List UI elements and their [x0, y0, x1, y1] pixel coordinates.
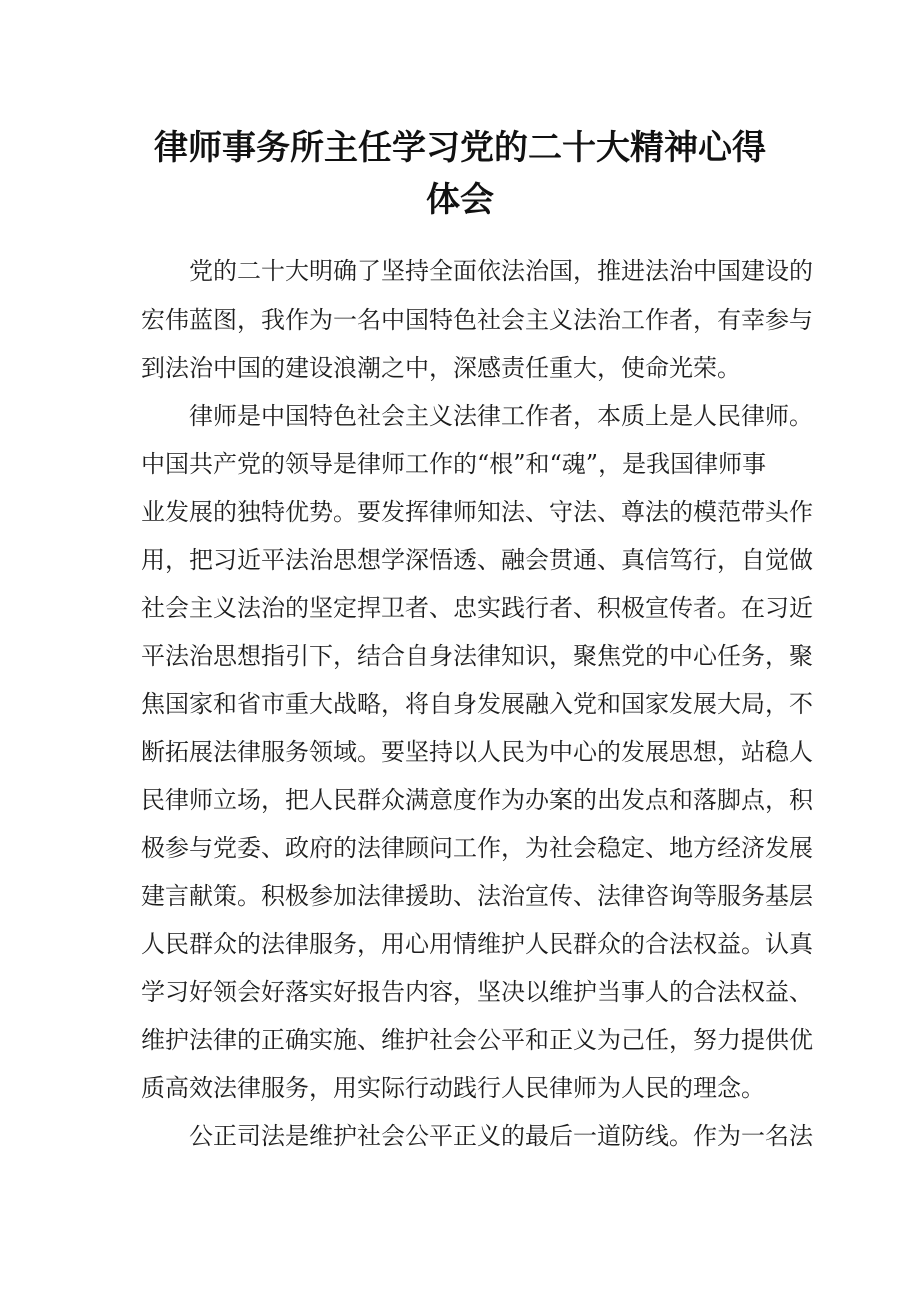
paragraph-2-line-5: 社会主义法治的坚定捍卫者、忠实践行者、积极宣传者。在习近 — [141, 594, 813, 622]
paragraph-2-line-4: 用，把习近平法治思想学深悟透、融会贯通、真信笃行，自觉做 — [141, 546, 813, 574]
paragraph-1-line-2: 宏伟蓝图，我作为一名中国特色社会主义法治工作者，有幸参与 — [141, 306, 813, 334]
document-title — [100, 128, 820, 220]
paragraph-1-line-3: 到法治中国的建设浪潮之中，深感责任重大，使命光荣。 — [141, 354, 741, 382]
paragraph-2-line-15: 质高效法律服务，用实际行动践行人民律师为人民的理念。 — [141, 1074, 765, 1102]
title-line-2: 体会 — [426, 180, 494, 220]
paragraph-2-line-6: 平法治思想指引下，结合自身法律知识，聚焦党的中心任务，聚 — [141, 642, 813, 670]
paragraph-2-line-7: 焦国家和省市重大战略，将自身发展融入党和国家发展大局，不 — [141, 690, 813, 718]
paragraph-2-line-10: 极参与党委、政府的法律顾问工作，为社会稳定、地方经济发展 — [141, 834, 813, 862]
paragraph-2-line-11: 建言献策。积极参加法律援助、法治宣传、法律咨询等服务基层 — [141, 882, 813, 910]
paragraph-2-line-13: 学习好领会好落实好报告内容，坚决以维护当事人的合法权益、 — [141, 978, 813, 1006]
paragraph-2-line-9: 民律师立场，把人民群众满意度作为办案的出发点和落脚点，积 — [141, 786, 813, 814]
paragraph-1-line-1: 党的二十大明确了坚持全面依法治国，推进法治中国建设的 — [189, 257, 813, 285]
paragraph-2-line-1: 律师是中国特色社会主义法律工作者，本质上是人民律师。 — [189, 402, 813, 430]
paragraph-2-line-2: 中国共产党的领导是律师工作的“根”和“魂”，是我国律师事 — [141, 450, 767, 478]
paragraph-2-line-8: 断拓展法律服务领域。要坚持以人民为中心的发展思想，站稳人 — [141, 738, 813, 766]
paragraph-2-line-14: 维护法律的正确实施、维护社会公平和正义为己任，努力提供优 — [141, 1026, 813, 1054]
paragraph-2-line-12: 人民群众的法律服务，用心用情维护人民群众的合法权益。认真 — [141, 930, 813, 958]
paragraph-2-line-3: 业发展的独特优势。要发挥律师知法、守法、尊法的模范带头作 — [141, 498, 813, 526]
title-line-1: 律师事务所主任学习党的二十大精神心得 — [154, 128, 766, 168]
paragraph-3-line-1: 公正司法是维护社会公平正义的最后一道防线。作为一名法 — [189, 1122, 813, 1150]
